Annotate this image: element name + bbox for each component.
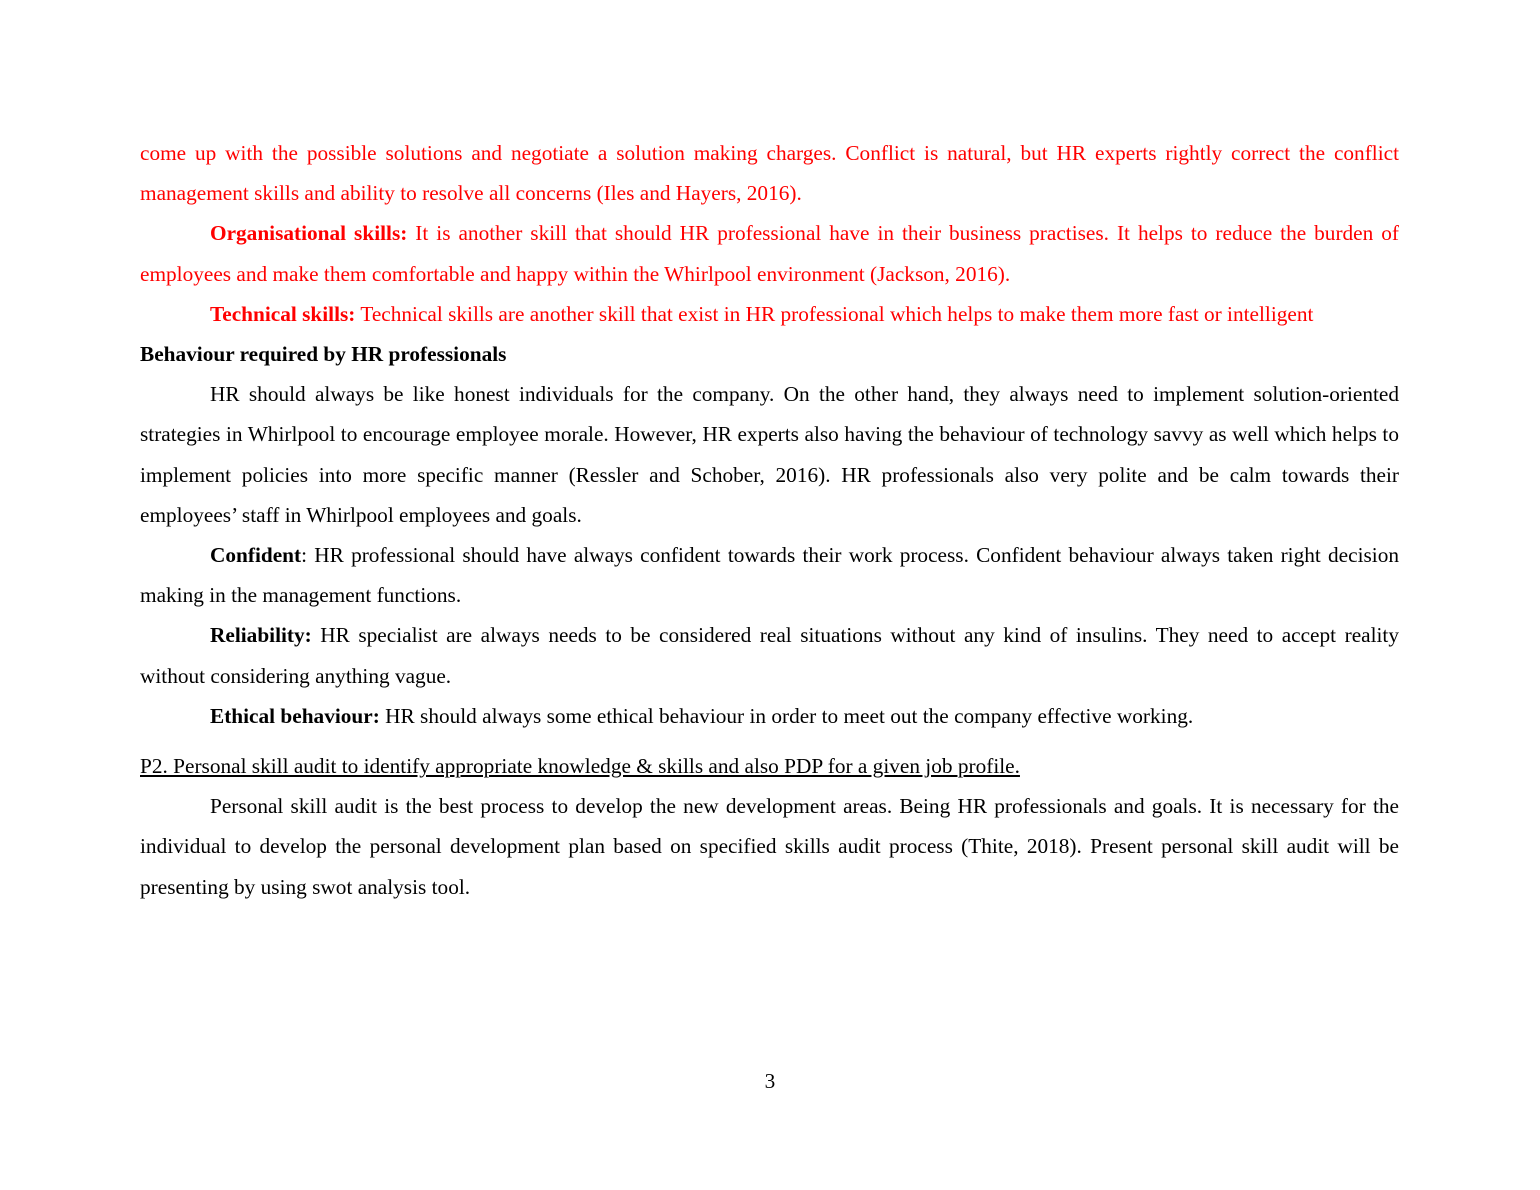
p2-text: Personal skill audit is the best process to develop the new development areas. Being HR professionals and goals. It is necessary for the individual to develop the personal development plan based on specified skills audit process (Thite, 2018). Present personal skill audit will be presenting by using swot analysis tool. (140, 794, 1399, 899)
organisational-skills-paragraph (140, 213, 1399, 293)
page-number: 3 (764, 1069, 776, 1093)
conflict-management-text: come up with the possible solutions and negotiate a solution making charges. Conflict is natural, but HR experts rightly correct the conflict management skills and ability to resolve all concerns (Iles and Hayers, 2016). (140, 141, 1399, 206)
reliability-label: Reliability: (210, 623, 312, 648)
p2-heading: P2. Personal skill audit to identify appropriate knowledge & skills and also PDP for a given job profile. (140, 754, 1020, 779)
p2-paragraph (140, 786, 1399, 907)
ethical-behaviour-paragraph (140, 696, 1399, 736)
behaviour-heading: Behaviour required by HR professionals (140, 342, 507, 367)
confident-label: Confident (210, 543, 302, 568)
ethical-behaviour-label: Ethical behaviour: (210, 703, 380, 728)
organisational-skills-text: It is another skill that should HR professional have in their business practises. It helps to reduce the burden of employees and make them comfortable and happy within the Whirlpool environment (Jackson, 2016). (140, 221, 1399, 286)
page-content (140, 133, 1399, 907)
confident-paragraph (140, 535, 1399, 615)
organisational-skills-label: Organisational skills: (210, 221, 408, 246)
conflict-management-paragraph (140, 133, 1399, 213)
reliability-text: HR specialist are always needs to be considered real situations without any kind of insulins. They need to accept reality without considering anything vague. (140, 623, 1399, 688)
ethical-behaviour-text: HR should always some ethical behaviour in order to meet out the company effective working. (379, 703, 1194, 728)
behaviour-paragraph (140, 374, 1399, 535)
reliability-paragraph (140, 615, 1399, 695)
technical-skills-label: Technical skills: (210, 301, 356, 326)
confident-text: : HR professional should have always confident towards their work process. Confident behaviour always taken right decision making in the management functions. (140, 543, 1399, 608)
technical-skills-text: Technical skills are another skill that exist in HR professional which helps to make them more fast or intelligent (355, 301, 1314, 326)
technical-skills-paragraph (140, 294, 1399, 334)
behaviour-text: HR should always be like honest individuals for the company. On the other hand, they always need to implement solution-oriented strategies in Whirlpool to encourage employee morale. However, HR experts also having the behaviour of technology savvy as well which helps to implement policies into more specific manner (Ressler and Schober, 2016). HR professionals also very polite and be calm towards their employees’ staff in Whirlpool employees and goals. (140, 382, 1399, 527)
